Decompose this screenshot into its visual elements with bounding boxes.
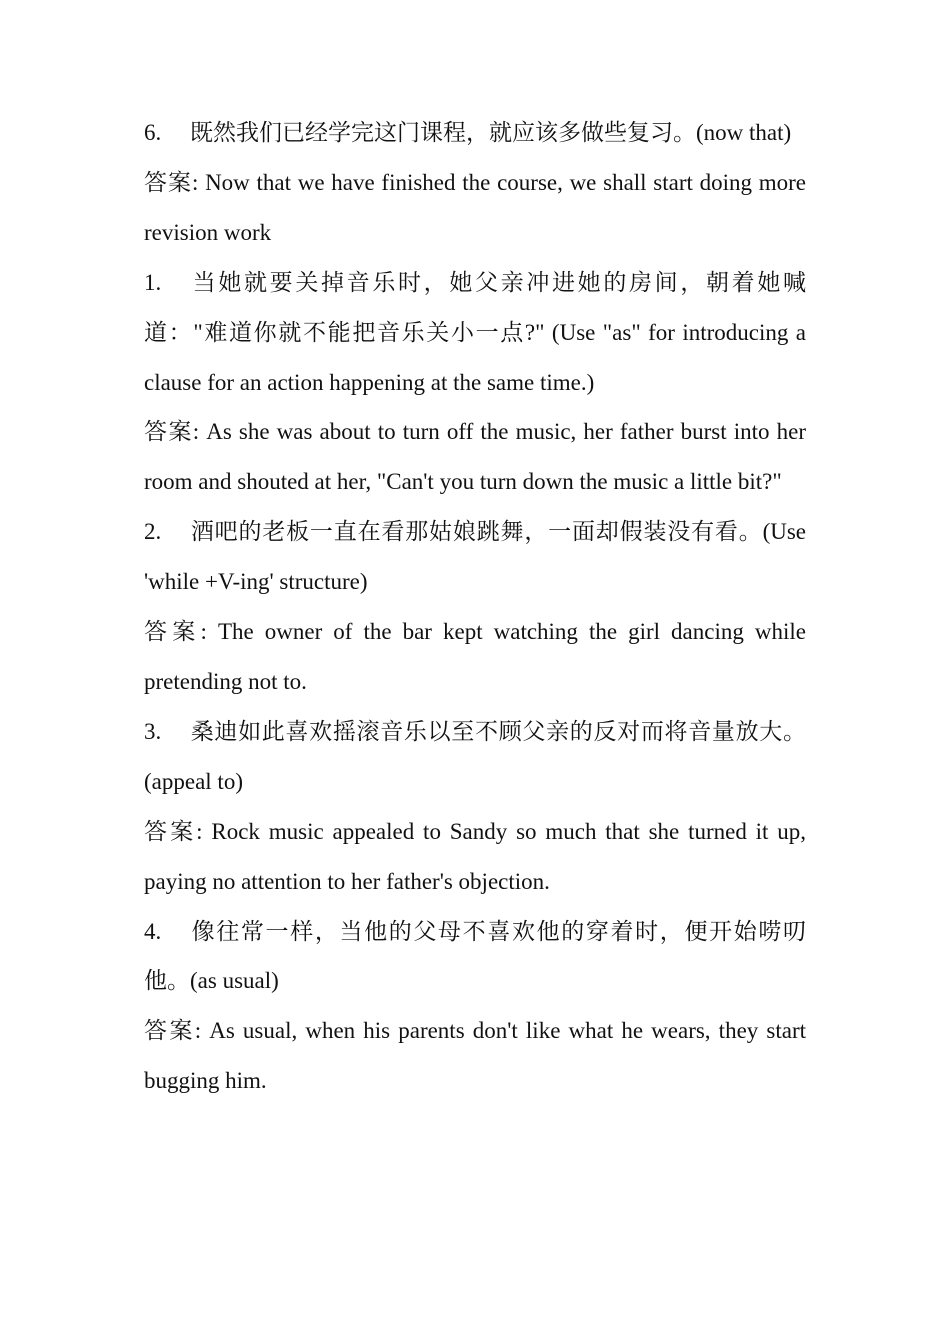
answer-text: The owner of the bar kept watching the girl dancing while pretending not to. [144,619,806,694]
answer-label: 答案: [144,818,203,844]
question-text: 当她就要关掉音乐时，她父亲冲进她的房间，朝着她喊道："难道你就不能把音乐关小一点?" (Use "as" for introducing a clause for an action happening at the same time.) [144,269,806,395]
answer-label: 答案: [144,1018,202,1044]
answer-item [144,1006,806,1106]
question-text: 像往常一样，当他的父母不喜欢他的穿着时，便开始唠叨他。(as usual) [144,918,806,994]
document-page [144,108,806,1106]
question-text: 桑迪如此喜欢摇滚音乐以至不顾父亲的反对而将音量放大。(appeal to) [144,718,806,794]
answer-text: Now that we have finished the course, we shall start doing more revision work [144,169,806,245]
question-item [144,907,806,1007]
answer-item [144,407,806,507]
question-text: 酒吧的老板一直在看那姑娘跳舞，一面却假装没有看。(Use 'while +V-ing' structure) [144,519,806,595]
question-number: 3. [144,718,162,744]
question-text: 既然我们已经学完这门课程，就应该多做些复习。(now that) [190,120,792,145]
question-number: 6. [144,120,162,145]
question-number: 2. [144,519,162,545]
question-item [144,258,806,408]
question-number: 4. [144,918,162,944]
question-number: 1. [144,269,162,295]
answer-text: As usual, when his parents don't like what he wears, they start bugging him. [144,1018,806,1094]
answer-label: 答案: [144,419,200,445]
answer-item [144,807,806,907]
answer-text: Rock music appealed to Sandy so much that she turned it up, paying no attention to her father's objection. [144,818,807,894]
answer-label: 答案: [144,169,199,195]
question-item [144,108,806,158]
answer-label: 答案: [144,619,207,645]
question-item [144,707,806,807]
answer-item [144,607,806,707]
answer-item [144,158,806,258]
answer-text: As she was about to turn off the music, her father burst into her room and shouted at her, "Can't you turn down the music a little bit?" [144,419,806,495]
question-item [144,507,806,607]
